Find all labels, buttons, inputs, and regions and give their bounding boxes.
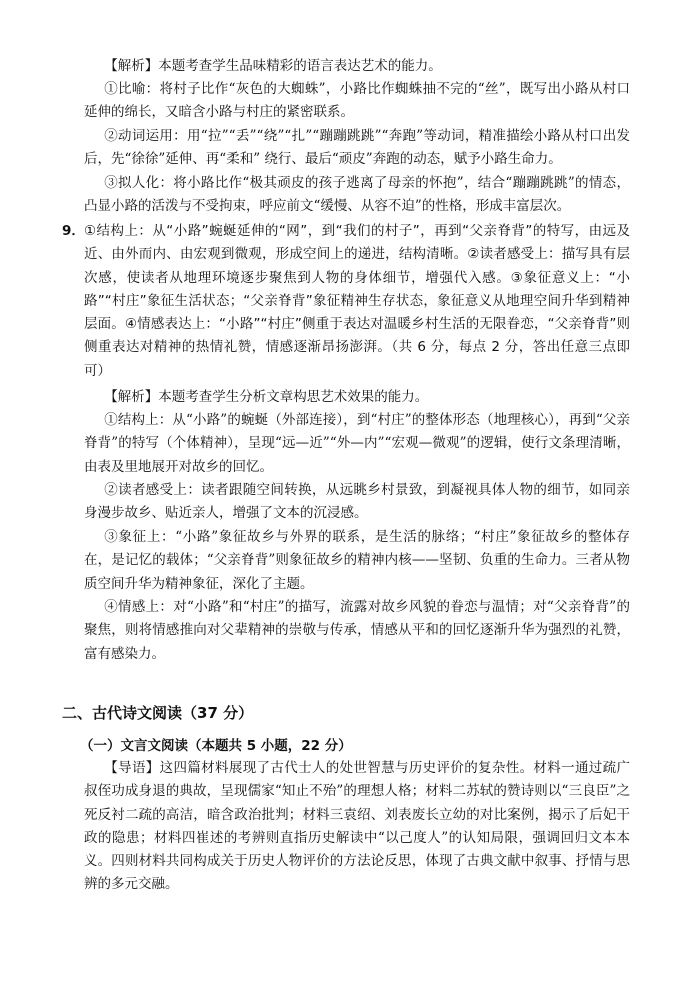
analysis-item-personification: ③拟人化：将小路比作“极其顽皮的孩子逃离了母亲的怀抱”，结合“蹦蹦跳跳”的情态，凸显小路的活泼与不受拘束，呼应前文“缓慢、从容不迫”的性格，形成丰富层次。 <box>84 175 630 215</box>
question-9-answer <box>62 220 630 383</box>
analysis-item-metaphor: ①比喻：将村子比作“灰色的大蜘蛛”，小路比作蜘蛛抽不完的“丝”，既写出小路从村口延伸的绵长，又暗含小路与村庄的紧密联系。 <box>84 81 630 121</box>
analysis-item-reader: ②读者感受上：读者跟随空间转换，从远眺乡村景致，到凝视具体人物的细节，如同亲身漫步故乡、贴近亲人，增强了文本的沉浸感。 <box>84 482 630 522</box>
analysis-item-verbs: ②动词运用：用“拉”“丢”“绕”“扎”“蹦蹦跳跳”“奔跑”等动词，精准描绘小路从村口出发后，先“徐徐”延伸、再“柔和” 绕行、最后“顽皮”奔跑的动态，赋予小路生命力。 <box>84 128 630 168</box>
analysis-item-emotion: ④情感上：对“小路”和“村庄”的描写，流露对故乡风貌的眷恋与温情；对“父亲脊背”的聚焦，则将情感推向对父辈精神的崇敬与传承，情感从平和的回忆逐渐升华为强烈的礼赞，富有感染力。 <box>84 599 630 662</box>
guide-paragraph: 【导语】这四篇材料展现了古代士人的处世智慧与历史评价的复杂性。材料一通过疏广叔侄功成身退的典故，呈现儒家“知止不殆”的理想人格；材料二苏轼的赞诗则以“三良臣”之死反衬二疏的高洁，暗含政治批判；材料三袁绍、刘表废长立幼的对比案例，揭示了后妃干政的隐患；材料四崔述的考辨则直指历史解读中“以己度人”的认知局限，强调回归文本本义。四则材料共同构成关于历史人物评价的方法论反思，体现了古典文献中叙事、抒情与思辨的多元交融。 <box>84 760 630 893</box>
question-number: 9． <box>62 223 85 239</box>
analysis-item-symbol: ③象征上：“小路”象征故乡与外界的联系，是生活的脉络；“村庄”象征故乡的整体存在，是记忆的载体；“父亲脊背”则象征故乡的精神内核——坚韧、负重的生命力。三者从物质空间升华为精神象征，深化了主题。 <box>84 529 630 592</box>
subsection-title: （一）文言文阅读（本题共 5 小题，22 分） <box>80 738 352 754</box>
analysis-heading-2: 【解析】本题考查学生分析文章构思艺术效果的能力。 <box>104 389 429 405</box>
analysis-item-structure: ①结构上：从“小路”的蜿蜒（外部连接），到“村庄”的整体形态（地理核心），再到“父亲脊背”的特写（个体精神），呈现“远—近”“外—内”“宏观—微观”的逻辑，使行文条理清晰，由表及里地展开对故乡的回忆。 <box>84 412 630 475</box>
question-9-text: ①结构上：从“小路”蜿蜒延伸的“网”，到“我们的村子”，再到“父亲脊背”的特写，由远及近、由外而内、由宏观到微观，形成空间上的递进，结构清晰。②读者感受上：描写具有层次感，使读者从地理环境逐步聚焦到人物的身体细节，增强代入感。③象征意义上：“小路”“村庄”象征生活状态；“父亲脊背”象征精神生存状态，象征意义从地理空间升华到精神层面。④情感表达上：“小路”“村庄”侧重于表达对温暖乡村生活的无限眷恋，“父亲脊背”则侧重表达对精神的热情礼赞，情感逐渐昂扬澎湃。（共 6 分，每点 2 分，答出任意三点即可） <box>84 223 630 379</box>
section-title: 二、古代诗文阅读（37 分） <box>62 704 254 722</box>
analysis-heading-1: 【解析】本题考查学生品味精彩的语言表达艺术的能力。 <box>104 58 442 74</box>
